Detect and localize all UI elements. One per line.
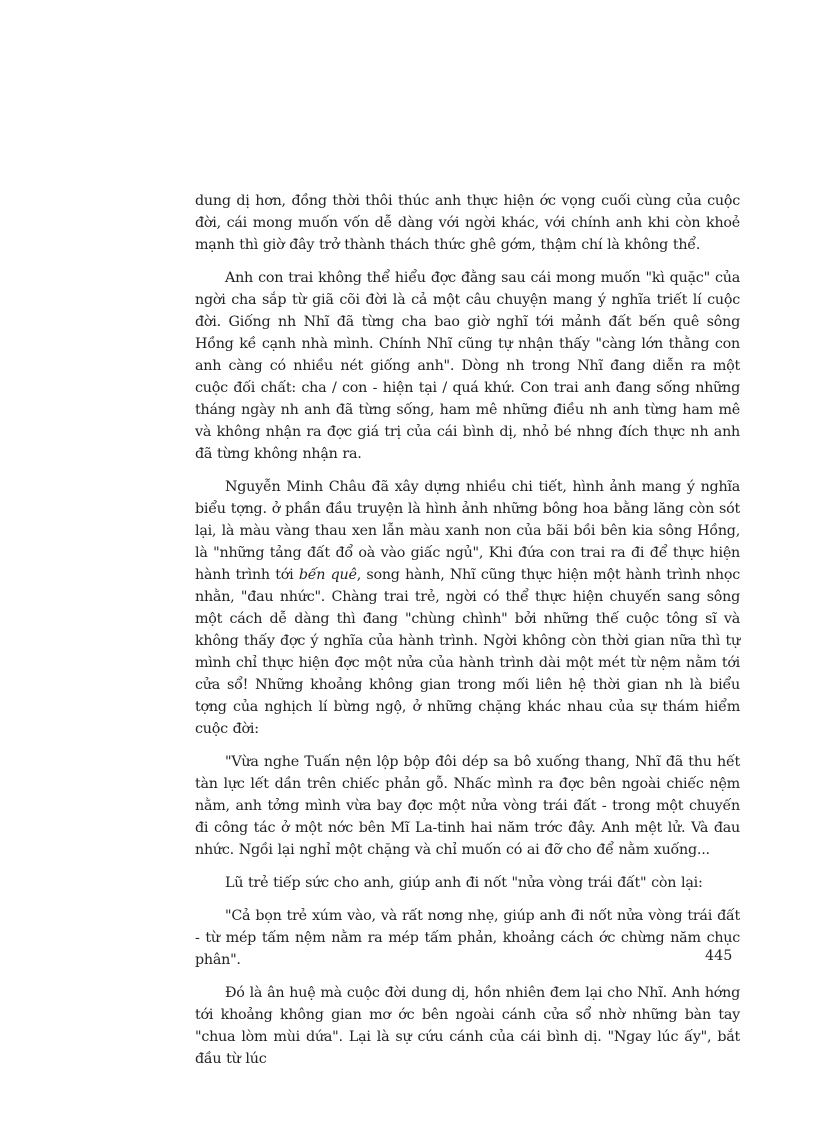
- paragraph-3-text-after: , song hành, Nhĩ cũng thực hiện một hành trình nhọc nhằn, "đau nhức". Chàng trai trẻ, ngời có thể thực hiện chuyến sang sông một cách dễ dàng thì đang "chùng chình" bởi những thế cuộc tông sĩ và không thấy đợc ý nghĩa của hành trình. Ngời không còn thời gian nữa thì tự mình chỉ thực hiện đợc một nửa của hành trình dài một mét từ nệm nằm tới cửa sổ! Những khoảng không gian trong mối liên hệ thời gian nh là biểu tợng của nghịch lí bừng ngộ, ở những chặng khác nhau của sự thám hiểm cuộc đời:: [195, 567, 740, 737]
- page-number: 445: [705, 948, 733, 964]
- paragraph-7: Đó là ân huệ mà cuộc đời dung dị, hồn nhiên đem lại cho Nhĩ. Anh hớng tới khoảng không gian mơ ớc bên ngoài cánh cửa sổ nhờ những bàn tay "chua lòm mùi dứa". Lại là sự cứu cánh của cái bình dị. "Ngay lúc ấy", bắt đầu từ lúc: [195, 985, 740, 1067]
- paragraph-2: Anh con trai không thể hiểu đợc đằng sau cái mong muốn "kì quặc" của ngời cha sắp từ giã cõi đời là cả một câu chuyện mang ý nghĩa triết lí cuộc đời. Giống nh Nhĩ đã từng cha bao giờ nghĩ tới mảnh đất bến quê sông Hồng kề cạnh nhà mình. Chính Nhĩ cũng tự nhận thấy "càng lớn thằng con anh càng có nhiều nét giống anh". Dòng nh trong Nhĩ đang diễn ra một cuộc đối chất: cha / con - hiện tại / quá khứ. Con trai anh đang sống những tháng ngày nh anh đã từng sống, ham mê những điều nh anh từng ham mê và không nhận ra đợc giá trị của cái bình dị, nhỏ bé nhng đích thực nh anh đã từng không nhận ra.: [195, 270, 740, 462]
- quote-2: "Cả bọn trẻ xúm vào, và rất nơng nhẹ, giúp anh đi nốt nửa vòng trái đất - từ mép tấm nệm nằm ra mép tấm phản, khoảng cách ớc chừng năm chục phân".: [195, 908, 740, 968]
- italic-phrase: bến quê: [298, 567, 357, 583]
- paragraph-3: [195, 476, 740, 740]
- quote-1: "Vừa nghe Tuấn nện lộp bộp đôi dép sa bô xuống thang, Nhĩ đã thu hết tàn lực lết dần trên chiếc phản gỗ. Nhấc mình ra đợc bên ngoài chiếc nệm nằm, anh tởng mình vừa bay đợc một nửa vòng trái đất - trong một chuyến đi công tác ở một nớc bên Mĩ La-tinh hai năm trớc đây. Anh mệt lử. Và đau nhức. Ngồi lại nghỉ một chặng và chỉ muốn có ai đỡ cho để nằm xuống...: [195, 754, 740, 858]
- page-body: [195, 190, 740, 1070]
- paragraph-1: dung dị hơn, đồng thời thôi thúc anh thực hiện ớc vọng cuối cùng của cuộc đời, cái mong muốn vốn dễ dàng với ngời khác, với chính anh khi còn khoẻ mạnh thì giờ đây trở thành thách thức ghê gớm, thậm chí là không thể.: [195, 193, 740, 253]
- paragraph-3-text-before: Nguyễn Minh Châu đã xây dựng nhiều chi tiết, hình ảnh mang ý nghĩa biểu tợng. ở phần đầu truyện là hình ảnh những bông hoa bằng lăng còn sót lại, là màu vàng thau xen lẫn màu xanh non của bãi bồi bên kia sông Hồng, là "những tảng đất đổ oà vào giấc ngủ", Khi đứa con trai ra đi để thực hiện hành trình tới: [195, 479, 740, 583]
- paragraph-5: Lũ trẻ tiếp sức cho anh, giúp anh đi nốt "nửa vòng trái đất" còn lại:: [225, 875, 703, 891]
